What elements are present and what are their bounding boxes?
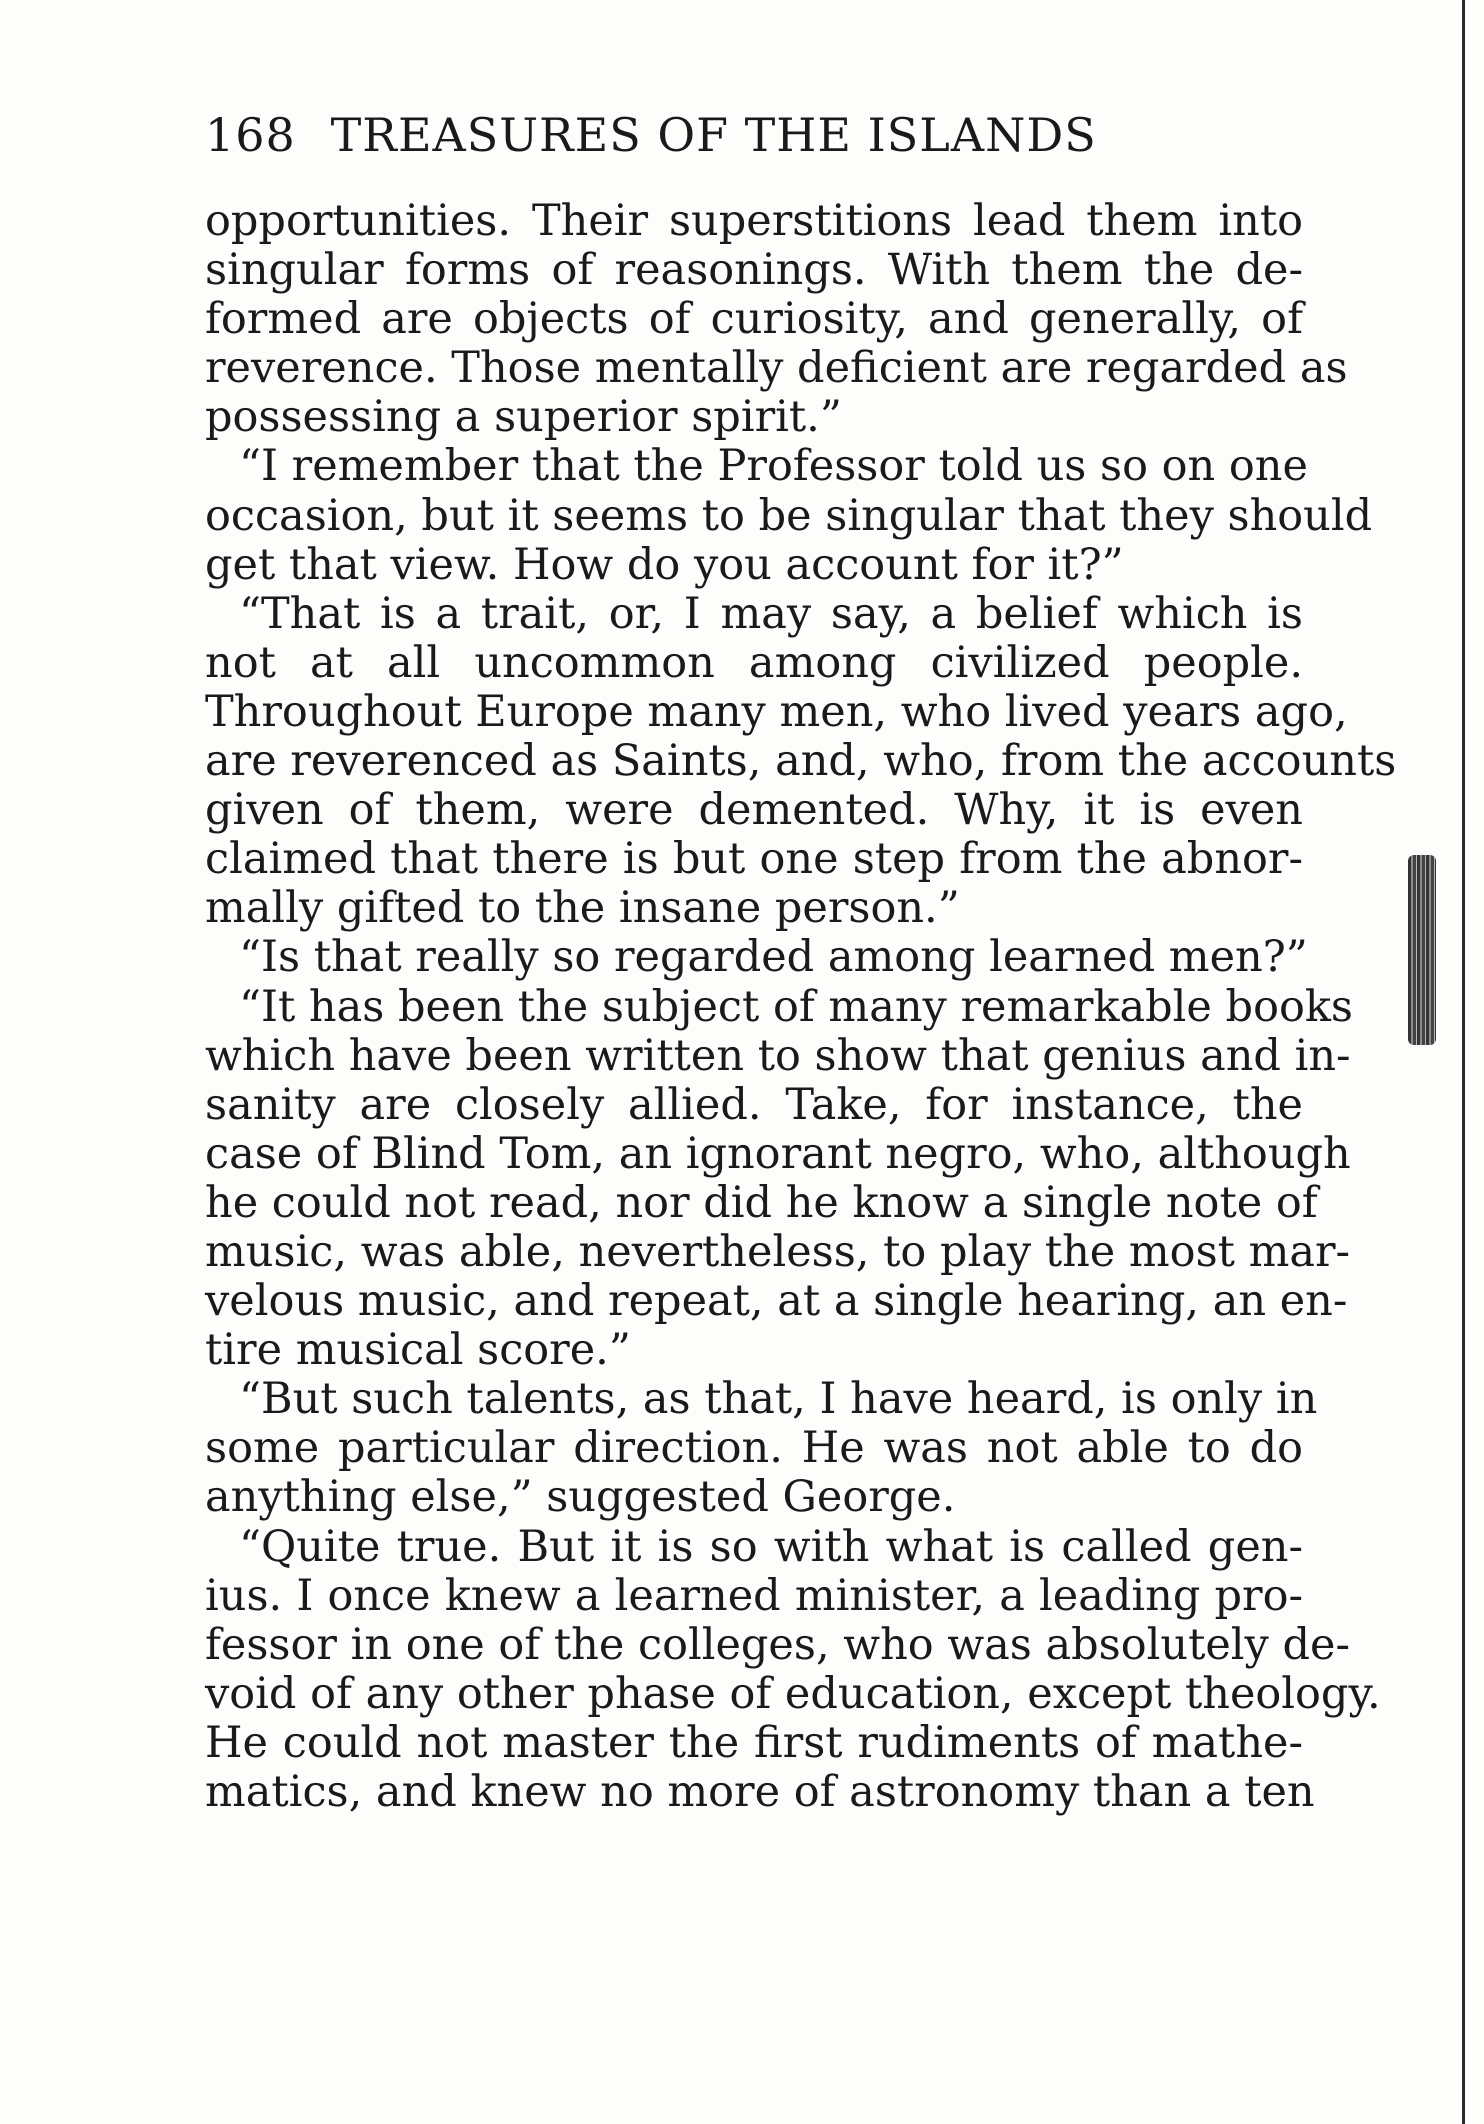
edge-ink-marks	[1408, 855, 1436, 1045]
text-line: Throughout Europe many men, who lived years ago,	[205, 686, 1348, 737]
text-line: velous music, and repeat, at a single hearing, an en-	[205, 1276, 1348, 1327]
text-line: which have been written to show that genius and in-	[205, 1030, 1351, 1081]
text-line: not at all uncommon among civilized people.	[205, 637, 1303, 688]
text-line: “But such talents, as that, I have heard, is only in	[239, 1374, 1318, 1425]
running-header	[205, 108, 1145, 168]
text-line: He could not master the first rudiments of mathe-	[205, 1717, 1303, 1768]
text-line: “I remember that the Professor told us so on one	[239, 441, 1308, 492]
text-line: claimed that there is but one step from the abnor-	[205, 834, 1303, 885]
text-line: matics, and knew no more of astronomy than a ten	[205, 1767, 1315, 1817]
text-line: are reverenced as Saints, and, who, from the accounts	[205, 736, 1397, 787]
page-edge-line	[1462, 0, 1465, 2124]
text-line: tire musical score.”	[205, 1325, 631, 1376]
text-line: music, was able, nevertheless, to play the most mar-	[205, 1226, 1351, 1277]
text-line: ius. I once knew a learned minister, a leading pro-	[205, 1570, 1303, 1621]
text-line: opportunities. Their superstitions lead them into	[205, 196, 1303, 246]
text-line: “That is a trait, or, I may say, a belief which is	[239, 588, 1303, 639]
text-line: case of Blind Tom, an ignorant negro, who, although	[205, 1128, 1351, 1179]
text-line: fessor in one of the colleges, who was absolutely de-	[205, 1619, 1351, 1670]
text-line: mally gifted to the insane person.”	[205, 883, 960, 934]
text-line: get that view. How do you account for it?”	[205, 539, 1124, 590]
running-title: TREASURES OF THE ISLANDS	[330, 108, 1097, 162]
text-line: “It has been the subject of many remarkable books	[239, 981, 1353, 1032]
text-line: anything else,” suggested George.	[205, 1472, 956, 1523]
text-line: sanity are closely allied. Take, for instance, the	[205, 1079, 1303, 1130]
text-line: possessing a superior spirit.”	[205, 392, 842, 443]
text-line: singular forms of reasonings. With them the de-	[205, 245, 1303, 296]
text-line: reverence. Those mentally deficient are regarded as	[205, 343, 1348, 394]
text-line: occasion, but it seems to be singular that they should	[205, 490, 1373, 541]
text-line: he could not read, nor did he know a single note of	[205, 1177, 1318, 1228]
text-line: given of them, were demented. Why, it is even	[205, 785, 1303, 836]
text-line: some particular direction. He was not able to do	[205, 1423, 1303, 1474]
text-line: “Quite true. But it is so with what is called gen-	[239, 1521, 1303, 1572]
body-text	[205, 196, 1397, 1817]
text-line: formed are objects of curiosity, and generally, of	[205, 294, 1303, 345]
text-line: “Is that really so regarded among learned men?”	[239, 932, 1308, 983]
page-number: 168	[205, 108, 296, 162]
text-line: void of any other phase of education, except theology.	[205, 1668, 1381, 1719]
